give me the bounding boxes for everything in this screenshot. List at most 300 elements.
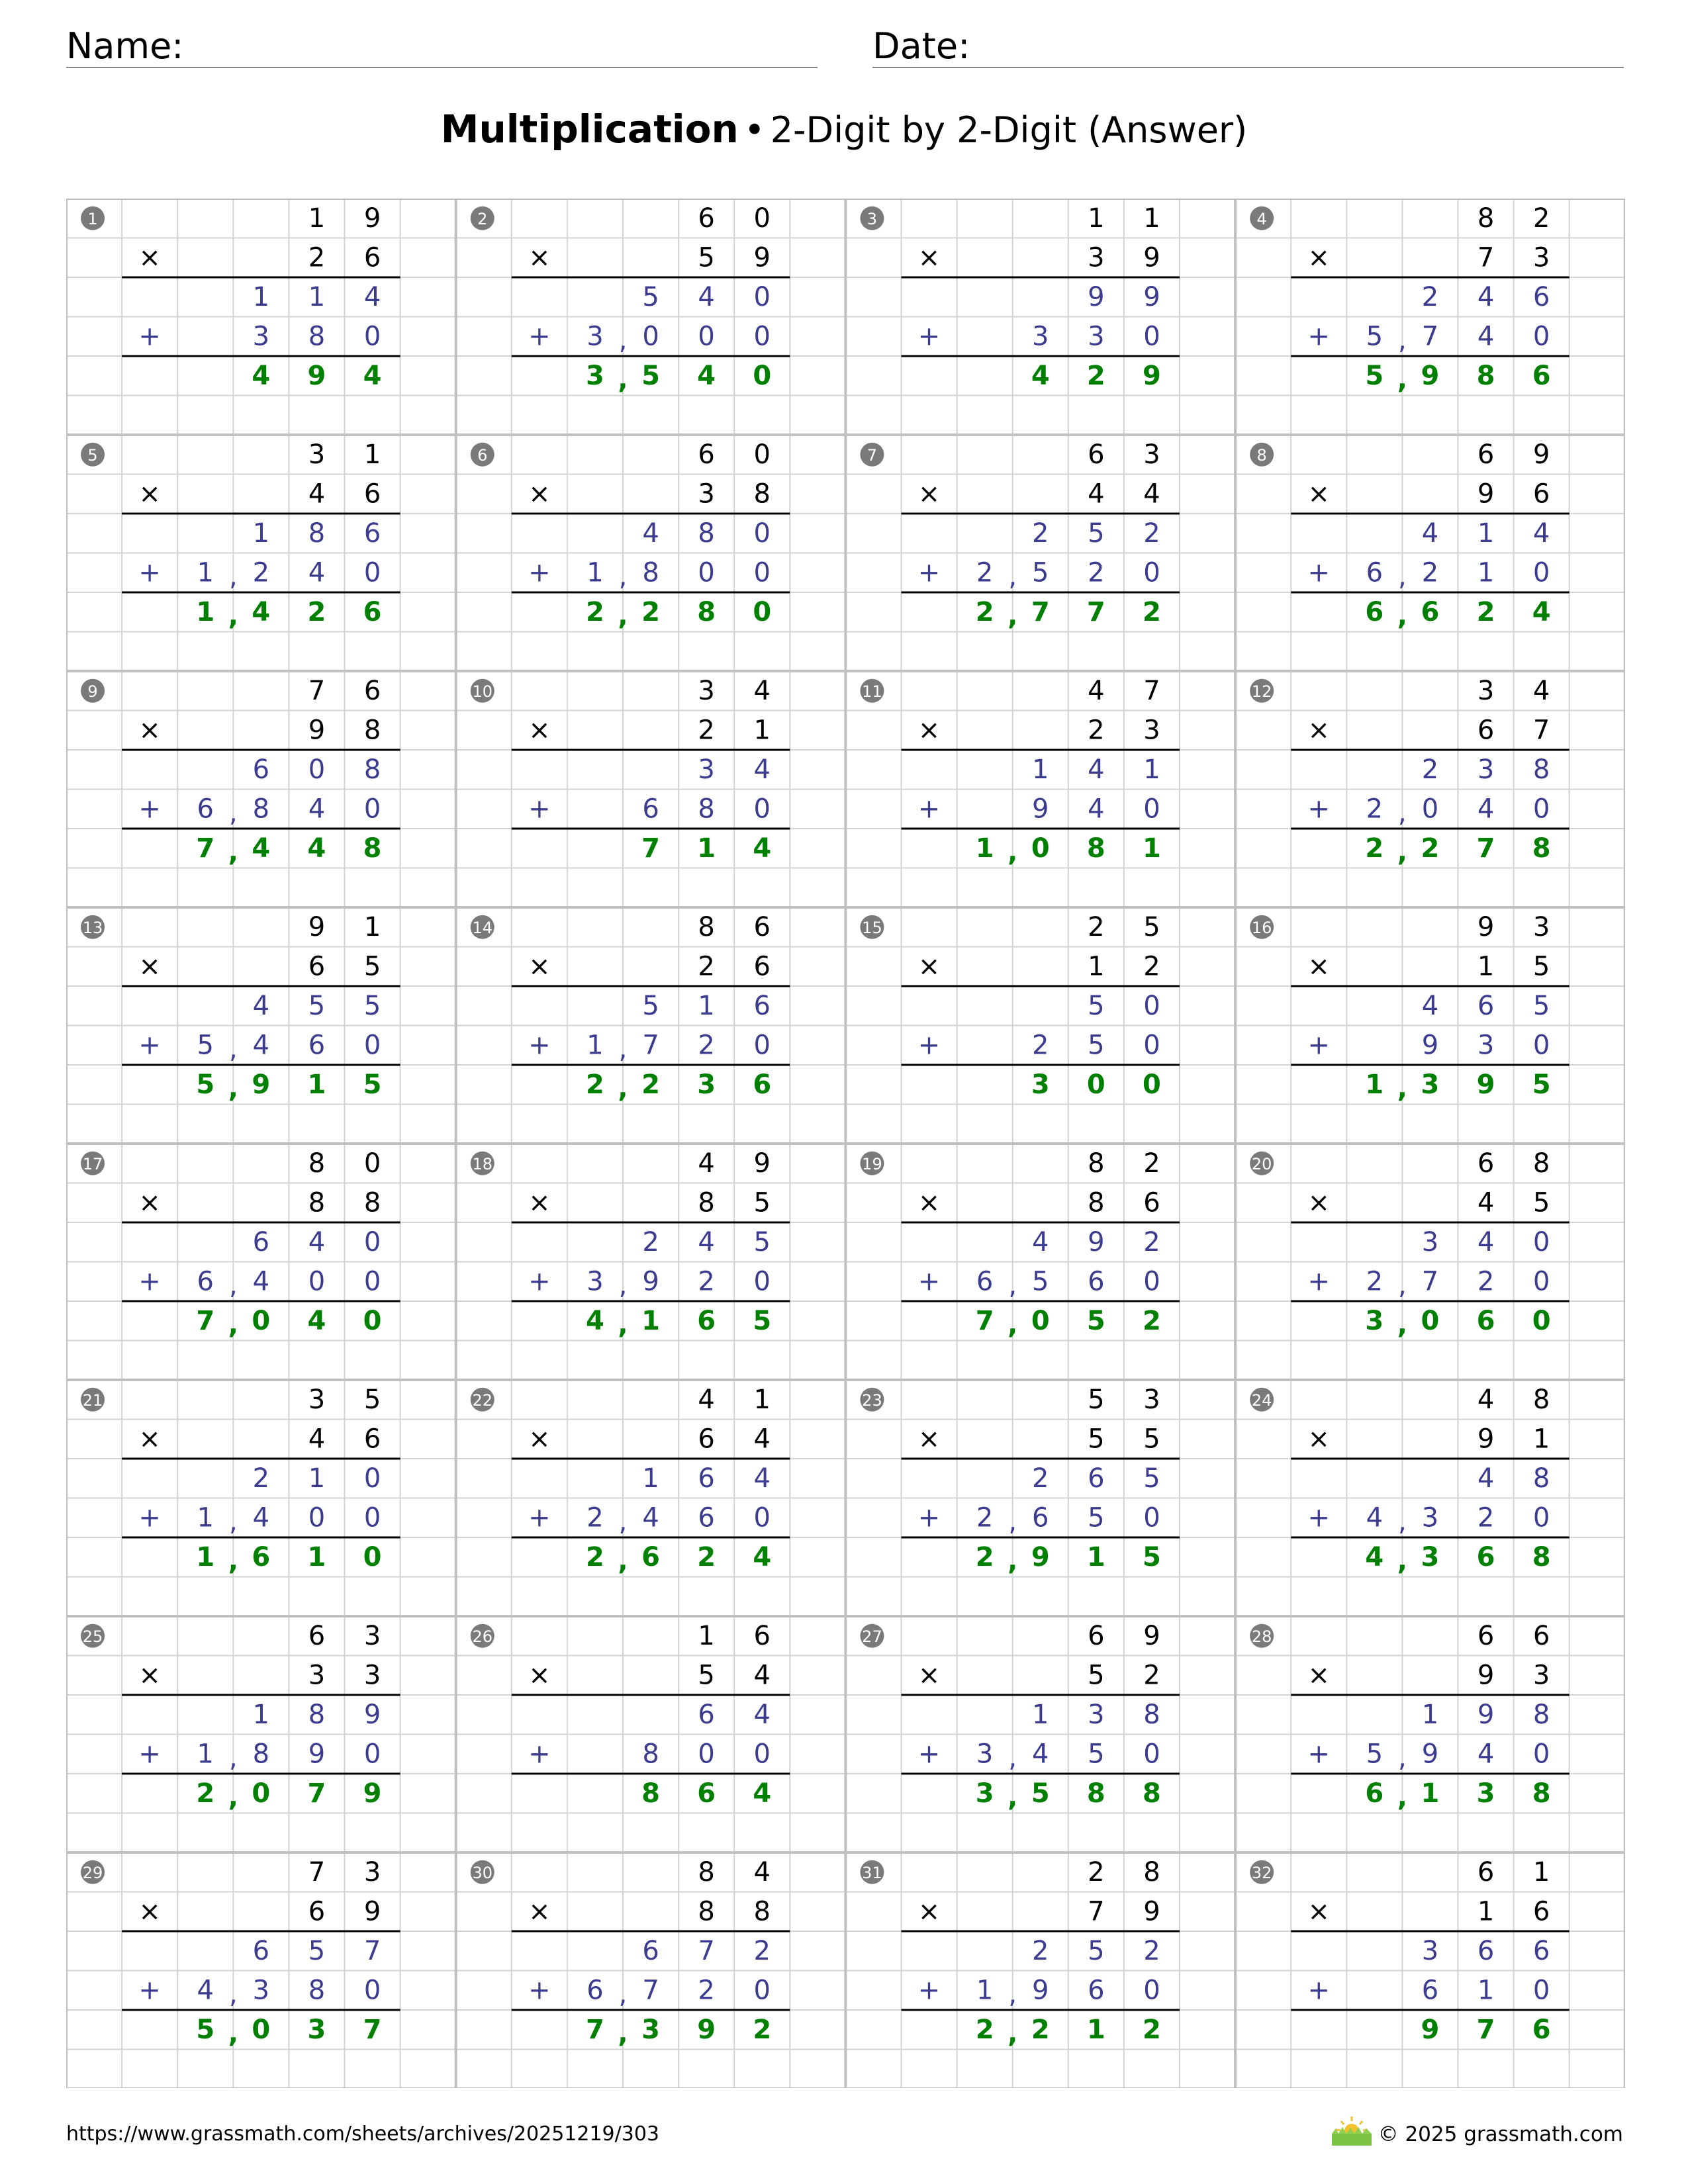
multiplicand-digit: 0: [363, 1148, 381, 1179]
problem-number-badge: [81, 1388, 105, 1412]
problem-number: 22: [472, 1390, 493, 1410]
problem-number: 32: [1251, 1863, 1272, 1882]
problem-number: 23: [862, 1390, 882, 1410]
multiplier-digit: 3: [1088, 242, 1105, 273]
answer-comma: ,: [228, 837, 238, 868]
partial-product-2-comma: ,: [1398, 1270, 1407, 1301]
problem-12: [1250, 676, 1570, 868]
answer-digit: 0: [252, 1778, 271, 1809]
partial-product-1-digit: 4: [698, 1226, 715, 1257]
partial-product-2-comma: ,: [618, 1979, 628, 2010]
partial-product-2-digit: 0: [1532, 557, 1550, 588]
partial-product-2-digit: 2: [1477, 1502, 1495, 1533]
plus-sign: +: [1307, 794, 1331, 825]
answer-comma: ,: [618, 1309, 628, 1340]
partial-product-1-digit: 5: [1088, 518, 1105, 549]
problem-20: [1250, 1148, 1570, 1340]
problem-number-badge: [1250, 443, 1274, 467]
answer-digit: 4: [363, 360, 382, 391]
multiplicand-digit: 3: [308, 439, 326, 470]
multiply-sign: ×: [528, 951, 551, 982]
answer-digit: 0: [753, 596, 772, 627]
footer-copyright: © 2025 grassmath.com: [1378, 2122, 1623, 2146]
plus-sign: +: [138, 1030, 161, 1061]
partial-product-1-digit: 2: [1143, 518, 1160, 549]
multiplier-digit: 6: [1143, 1187, 1160, 1218]
plus-sign: +: [528, 794, 551, 825]
answer-digit: 7: [307, 1778, 326, 1809]
problem-number-badge: [81, 443, 105, 467]
partial-product-2-digit: 4: [308, 557, 326, 588]
partial-product-2-digit: 0: [1532, 1739, 1550, 1770]
answer-comma: ,: [1008, 837, 1018, 868]
answer-digit: 9: [363, 1778, 382, 1809]
answer-digit: 0: [1031, 1305, 1050, 1336]
problem-number-badge: [471, 915, 494, 939]
plus-sign: +: [1307, 321, 1331, 352]
answer-digit: 8: [1143, 1778, 1161, 1809]
plus-sign: +: [138, 321, 161, 352]
partial-product-1-digit: 6: [1477, 990, 1495, 1021]
multiplier-digit: 6: [363, 242, 381, 273]
answer-digit: 8: [1532, 1541, 1551, 1572]
partial-product-2-digit: 2: [698, 1030, 715, 1061]
partial-product-1-digit: 5: [642, 990, 659, 1021]
multiplier-digit: 9: [363, 1896, 381, 1927]
problem-number: 16: [1251, 918, 1272, 937]
problem-number-badge: [1250, 679, 1274, 703]
multiplier-digit: 8: [1088, 1187, 1105, 1218]
multiplicand-digit: 3: [308, 1384, 326, 1415]
problem-11: [860, 676, 1180, 868]
plus-sign: +: [1307, 1502, 1331, 1533]
answer-digit: 5: [753, 1305, 772, 1336]
partial-product-1-digit: 9: [1088, 1226, 1105, 1257]
multiply-sign: ×: [1307, 478, 1331, 510]
partial-product-2-comma: ,: [1398, 1506, 1407, 1537]
partial-product-1-digit: 8: [308, 1699, 326, 1730]
problem-number: 26: [472, 1627, 493, 1646]
partial-product-2-comma: ,: [1398, 1743, 1407, 1774]
partial-product-1-digit: 2: [1143, 1226, 1160, 1257]
multiply-sign: ×: [528, 1660, 551, 1691]
answer-comma: ,: [1397, 364, 1408, 395]
answer-comma: ,: [228, 1073, 238, 1104]
answer-digit: 9: [1421, 2014, 1440, 2045]
multiplier-digit: 1: [1477, 1896, 1495, 1927]
answer-digit: 2: [1421, 833, 1440, 864]
multiplier-digit: 8: [308, 1187, 326, 1218]
partial-product-2-digit: 6: [976, 1266, 994, 1297]
multiplicand-digit: 1: [753, 1384, 771, 1415]
name-line: [66, 67, 818, 68]
problem-number: 8: [1256, 445, 1267, 465]
partial-product-2-digit: 2: [976, 1502, 994, 1533]
multiplier-digit: 2: [698, 951, 715, 982]
partial-product-2-digit: 9: [1421, 1030, 1439, 1061]
partial-product-2-digit: 1: [1477, 1975, 1495, 2006]
problem-number-badge: [1250, 1388, 1274, 1412]
partial-product-1-digit: 8: [1532, 1463, 1550, 1494]
multiplicand-digit: 4: [753, 675, 771, 706]
multiplier-digit: 1: [1088, 951, 1105, 982]
answer-digit: 6: [1476, 1541, 1495, 1572]
answer-digit: 9: [1421, 360, 1440, 391]
answer-digit: 0: [252, 2014, 271, 2045]
multiplicand-digit: 5: [1143, 911, 1160, 942]
plus-sign: +: [138, 1266, 161, 1297]
partial-product-1-digit: 1: [642, 1463, 659, 1494]
answer-comma: ,: [1397, 1073, 1408, 1104]
partial-product-1-digit: 5: [753, 1226, 771, 1257]
partial-product-2-digit: 3: [586, 321, 604, 352]
multiplier-digit: 2: [1088, 715, 1105, 746]
answer-digit: 8: [1476, 360, 1495, 391]
partial-product-1-digit: 4: [698, 281, 715, 312]
answer-comma: ,: [618, 600, 628, 631]
problem-number-badge: [1250, 1624, 1274, 1648]
answer-digit: 0: [1532, 1305, 1551, 1336]
partial-product-2-digit: 7: [1421, 321, 1439, 352]
problem-1: [81, 203, 400, 391]
partial-product-2-digit: 1: [197, 1502, 214, 1533]
partial-product-2-comma: ,: [618, 1034, 628, 1065]
multiplier-digit: 6: [753, 951, 771, 982]
answer-digit: 7: [196, 833, 215, 864]
multiply-sign: ×: [138, 1424, 161, 1455]
multiplicand-digit: 8: [1532, 1384, 1550, 1415]
multiplicand-digit: 9: [1477, 911, 1495, 942]
partial-product-2-digit: 0: [363, 1975, 381, 2006]
partial-product-2-digit: 3: [1477, 1030, 1495, 1061]
answer-digit: 5: [196, 2014, 215, 2045]
multiplier-digit: 8: [753, 1896, 771, 1927]
partial-product-2-comma: ,: [1008, 1743, 1017, 1774]
multiplicand-digit: 4: [753, 1856, 771, 1888]
partial-product-1-digit: 6: [363, 518, 381, 549]
multiply-sign: ×: [917, 478, 941, 510]
partial-product-1-digit: 8: [1532, 1699, 1550, 1730]
answer-digit: 1: [1365, 1069, 1384, 1100]
answer-digit: 2: [975, 1541, 994, 1572]
partial-product-2-digit: 8: [642, 1739, 659, 1770]
partial-product-2-digit: 0: [753, 1266, 771, 1297]
partial-product-1-digit: 3: [1088, 1699, 1105, 1730]
partial-product-2-digit: 0: [753, 1030, 771, 1061]
answer-digit: 2: [641, 1069, 660, 1100]
partial-product-2-digit: 1: [197, 1739, 214, 1770]
answer-digit: 3: [307, 2014, 326, 2045]
partial-product-2-digit: 3: [252, 1975, 270, 2006]
answer-digit: 1: [307, 1069, 326, 1100]
partial-product-2-comma: ,: [228, 1506, 238, 1537]
partial-product-2-digit: 1: [586, 1030, 604, 1061]
partial-product-1-digit: 6: [252, 754, 270, 785]
answer-digit: 7: [975, 1305, 994, 1336]
multiplicand-digit: 1: [308, 203, 326, 234]
multiplicand-digit: 6: [308, 1620, 326, 1651]
multiplier-digit: 3: [363, 1660, 381, 1691]
multiplier-digit: 2: [1143, 951, 1160, 982]
problem-number-badge: [860, 1152, 884, 1175]
partial-product-2-digit: 0: [363, 321, 381, 352]
partial-product-1-digit: 4: [1477, 281, 1495, 312]
problem-2: [471, 203, 790, 395]
problem-5: [81, 439, 400, 631]
partial-product-1-digit: 2: [1143, 1935, 1160, 1966]
partial-product-1-digit: 4: [1477, 1463, 1495, 1494]
partial-product-2-digit: 2: [698, 1975, 715, 2006]
multiply-sign: ×: [528, 1896, 551, 1927]
problem-number: 2: [477, 209, 488, 228]
answer-digit: 3: [1365, 1305, 1384, 1336]
partial-product-2-digit: 0: [753, 1975, 771, 2006]
answer-digit: 4: [753, 1541, 772, 1572]
answer-digit: 8: [641, 1778, 660, 1809]
multiplicand-digit: 1: [363, 911, 381, 942]
answer-digit: 2: [975, 2014, 994, 2045]
answer-digit: 2: [586, 1069, 604, 1100]
answer-digit: 4: [1031, 360, 1050, 391]
multiplier-digit: 6: [308, 1896, 326, 1927]
answer-comma: ,: [1008, 1309, 1018, 1340]
plus-sign: +: [917, 794, 941, 825]
answer-digit: 1: [1086, 1541, 1105, 1572]
problem-number: 12: [1251, 682, 1272, 701]
answer-digit: 2: [1143, 2014, 1161, 2045]
answer-digit: 0: [363, 1541, 382, 1572]
multiply-sign: ×: [917, 242, 941, 273]
partial-product-2-digit: 9: [642, 1266, 659, 1297]
plus-sign: +: [138, 557, 161, 588]
partial-product-1-digit: 9: [1088, 281, 1105, 312]
answer-digit: 2: [1143, 1305, 1161, 1336]
partial-product-1-digit: 4: [1532, 518, 1550, 549]
plus-sign: +: [917, 1502, 941, 1533]
answer-comma: ,: [228, 1545, 238, 1576]
multiply-sign: ×: [138, 951, 161, 982]
partial-product-1-digit: 1: [1032, 754, 1049, 785]
partial-product-2-digit: 8: [252, 1739, 270, 1770]
partial-product-2-comma: ,: [228, 1743, 238, 1774]
plus-sign: +: [528, 1030, 551, 1061]
partial-product-2-digit: 0: [753, 1502, 771, 1533]
partial-product-2-digit: 3: [1421, 1502, 1439, 1533]
partial-product-2-comma: ,: [618, 561, 628, 592]
partial-product-2-digit: 0: [363, 1502, 381, 1533]
problem-number-badge: [81, 679, 105, 703]
multiply-sign: ×: [138, 1187, 161, 1218]
answer-digit: 4: [252, 360, 271, 391]
multiplier-digit: 1: [1532, 1424, 1550, 1455]
partial-product-2-digit: 0: [753, 557, 771, 588]
problem-26: [471, 1621, 790, 1809]
answer-digit: 3: [697, 1069, 716, 1100]
partial-product-1-digit: 7: [698, 1935, 715, 1966]
answer-digit: 4: [697, 360, 716, 391]
multiplier-digit: 6: [308, 951, 326, 982]
multiplier-digit: 9: [1477, 1660, 1495, 1691]
answer-digit: 8: [1086, 1778, 1105, 1809]
multiplier-digit: 8: [698, 1187, 715, 1218]
answer-digit: 2: [1143, 596, 1161, 627]
partial-product-1-digit: 6: [698, 1463, 715, 1494]
answer-digit: 7: [196, 1305, 215, 1336]
multiplicand-digit: 7: [308, 1856, 326, 1888]
answer-digit: 4: [307, 833, 326, 864]
plus-sign: +: [1307, 557, 1331, 588]
partial-product-2-digit: 0: [753, 321, 771, 352]
answer-digit: 7: [1031, 596, 1050, 627]
multiplicand-digit: 1: [698, 1620, 715, 1651]
problem-number-badge: [81, 206, 105, 230]
partial-product-1-digit: 4: [642, 518, 659, 549]
problem-number: 28: [1251, 1627, 1272, 1646]
multiplicand-digit: 3: [698, 675, 715, 706]
problem-24: [1250, 1385, 1570, 1576]
partial-product-1-digit: 1: [1032, 1699, 1049, 1730]
title-main: Multiplication: [440, 107, 739, 152]
partial-product-2-digit: 6: [308, 1030, 326, 1061]
answer-digit: 6: [753, 1069, 772, 1100]
plus-sign: +: [528, 1266, 551, 1297]
problem-number-badge: [1250, 1152, 1274, 1175]
answer-digit: 9: [697, 2014, 716, 2045]
answer-digit: 6: [363, 596, 382, 627]
answer-digit: 7: [1086, 596, 1105, 627]
partial-product-2-digit: 0: [1532, 1030, 1550, 1061]
partial-product-1-digit: 4: [363, 281, 381, 312]
multiplicand-digit: 1: [1532, 1856, 1550, 1888]
problem-21: [81, 1385, 400, 1576]
answer-digit: 1: [1086, 2014, 1105, 2045]
partial-product-1-digit: 1: [308, 1463, 326, 1494]
problem-17: [81, 1148, 400, 1340]
answer-digit: 5: [363, 1069, 382, 1100]
answer-digit: 4: [1532, 596, 1551, 627]
problem-number-badge: [860, 1624, 884, 1648]
multiplicand-digit: 4: [1088, 675, 1105, 706]
multiplicand-digit: 8: [308, 1148, 326, 1179]
multiplicand-digit: 4: [1477, 1384, 1495, 1415]
answer-digit: 9: [252, 1069, 271, 1100]
multiplier-digit: 1: [753, 715, 771, 746]
answer-digit: 0: [252, 1305, 271, 1336]
problem-15: [860, 912, 1180, 1100]
partial-product-1-digit: 1: [1143, 754, 1160, 785]
answer-digit: 3: [1476, 1778, 1495, 1809]
partial-product-2-digit: 0: [1532, 321, 1550, 352]
multiplier-digit: 7: [1532, 715, 1550, 746]
problem-10: [471, 676, 790, 864]
answer-comma: ,: [618, 1073, 628, 1104]
partial-product-1-digit: 0: [1532, 1226, 1550, 1257]
multiplier-digit: 4: [308, 1424, 326, 1455]
answer-comma: ,: [228, 1309, 238, 1340]
multiplicand-digit: 8: [1143, 1856, 1160, 1888]
multiplicand-digit: 2: [1088, 911, 1105, 942]
partial-product-1-digit: 5: [1532, 990, 1550, 1021]
multiply-sign: ×: [138, 1660, 161, 1691]
answer-digit: 8: [363, 833, 382, 864]
answer-comma: ,: [1008, 1545, 1018, 1576]
partial-product-1-digit: 9: [1143, 281, 1160, 312]
multiplier-digit: 4: [308, 478, 326, 510]
partial-product-2-digit: 8: [308, 321, 326, 352]
multiplier-digit: 4: [1088, 478, 1105, 510]
answer-digit: 8: [1532, 1778, 1551, 1809]
answer-digit: 5: [196, 1069, 215, 1100]
problem-number: 19: [862, 1154, 882, 1173]
partial-product-2-digit: 0: [1143, 1266, 1160, 1297]
problem-number-badge: [471, 1388, 494, 1412]
multiplicand-digit: 9: [363, 203, 381, 234]
answer-digit: 9: [1143, 360, 1161, 391]
multiplier-digit: 8: [363, 1187, 381, 1218]
partial-product-2-digit: 5: [1366, 1739, 1383, 1770]
partial-product-2-digit: 0: [1421, 794, 1439, 825]
partial-product-2-digit: 3: [1032, 321, 1049, 352]
answer-digit: 9: [307, 360, 326, 391]
partial-product-2-digit: 3: [1088, 321, 1105, 352]
problem-27: [860, 1621, 1180, 1813]
problem-number-badge: [81, 1624, 105, 1648]
answer-comma: ,: [618, 364, 628, 395]
multiply-sign: ×: [917, 1660, 941, 1691]
plus-sign: +: [917, 321, 941, 352]
answer-digit: 2: [753, 2014, 772, 2045]
multiply-sign: ×: [528, 242, 551, 273]
partial-product-1-digit: 5: [363, 990, 381, 1021]
multiplier-digit: 8: [363, 715, 381, 746]
multiply-sign: ×: [1307, 1660, 1331, 1691]
partial-product-2-digit: 6: [1366, 557, 1383, 588]
multiplicand-digit: 6: [1088, 439, 1105, 470]
name-label: Name:: [66, 25, 184, 67]
multiplier-digit: 5: [698, 1660, 715, 1691]
answer-digit: 6: [641, 1541, 660, 1572]
plus-sign: +: [138, 1502, 161, 1533]
multiply-sign: ×: [528, 1187, 551, 1218]
partial-product-2-digit: 6: [197, 1266, 214, 1297]
title-subtitle: 2-Digit by 2-Digit (Answer): [770, 109, 1248, 151]
problem-number: 29: [82, 1863, 103, 1882]
multiplicand-digit: 9: [1532, 439, 1550, 470]
partial-product-1-digit: 4: [753, 754, 771, 785]
partial-product-2-digit: 9: [308, 1739, 326, 1770]
partial-product-2-digit: 2: [1088, 557, 1105, 588]
multiply-sign: ×: [138, 1896, 161, 1927]
plus-sign: +: [917, 1030, 941, 1061]
partial-product-1-digit: 2: [753, 1935, 771, 1966]
partial-product-1-digit: 4: [753, 1463, 771, 1494]
multiply-sign: ×: [1307, 242, 1331, 273]
multiplier-digit: 3: [1143, 715, 1160, 746]
answer-digit: 7: [641, 833, 660, 864]
multiplicand-digit: 6: [1088, 1620, 1105, 1651]
grass-sun-logo-icon: [1329, 2115, 1374, 2147]
answer-digit: 3: [1421, 1069, 1440, 1100]
multiply-sign: ×: [138, 242, 161, 273]
date-line: [872, 67, 1624, 68]
partial-product-1-digit: 6: [1477, 1935, 1495, 1966]
multiplicand-digit: 2: [1532, 203, 1550, 234]
answer-digit: 3: [1421, 1541, 1440, 1572]
multiply-sign: ×: [528, 478, 551, 510]
problem-25: [81, 1621, 400, 1813]
problem-22: [471, 1385, 790, 1576]
partial-product-2-digit: 9: [1032, 794, 1049, 825]
